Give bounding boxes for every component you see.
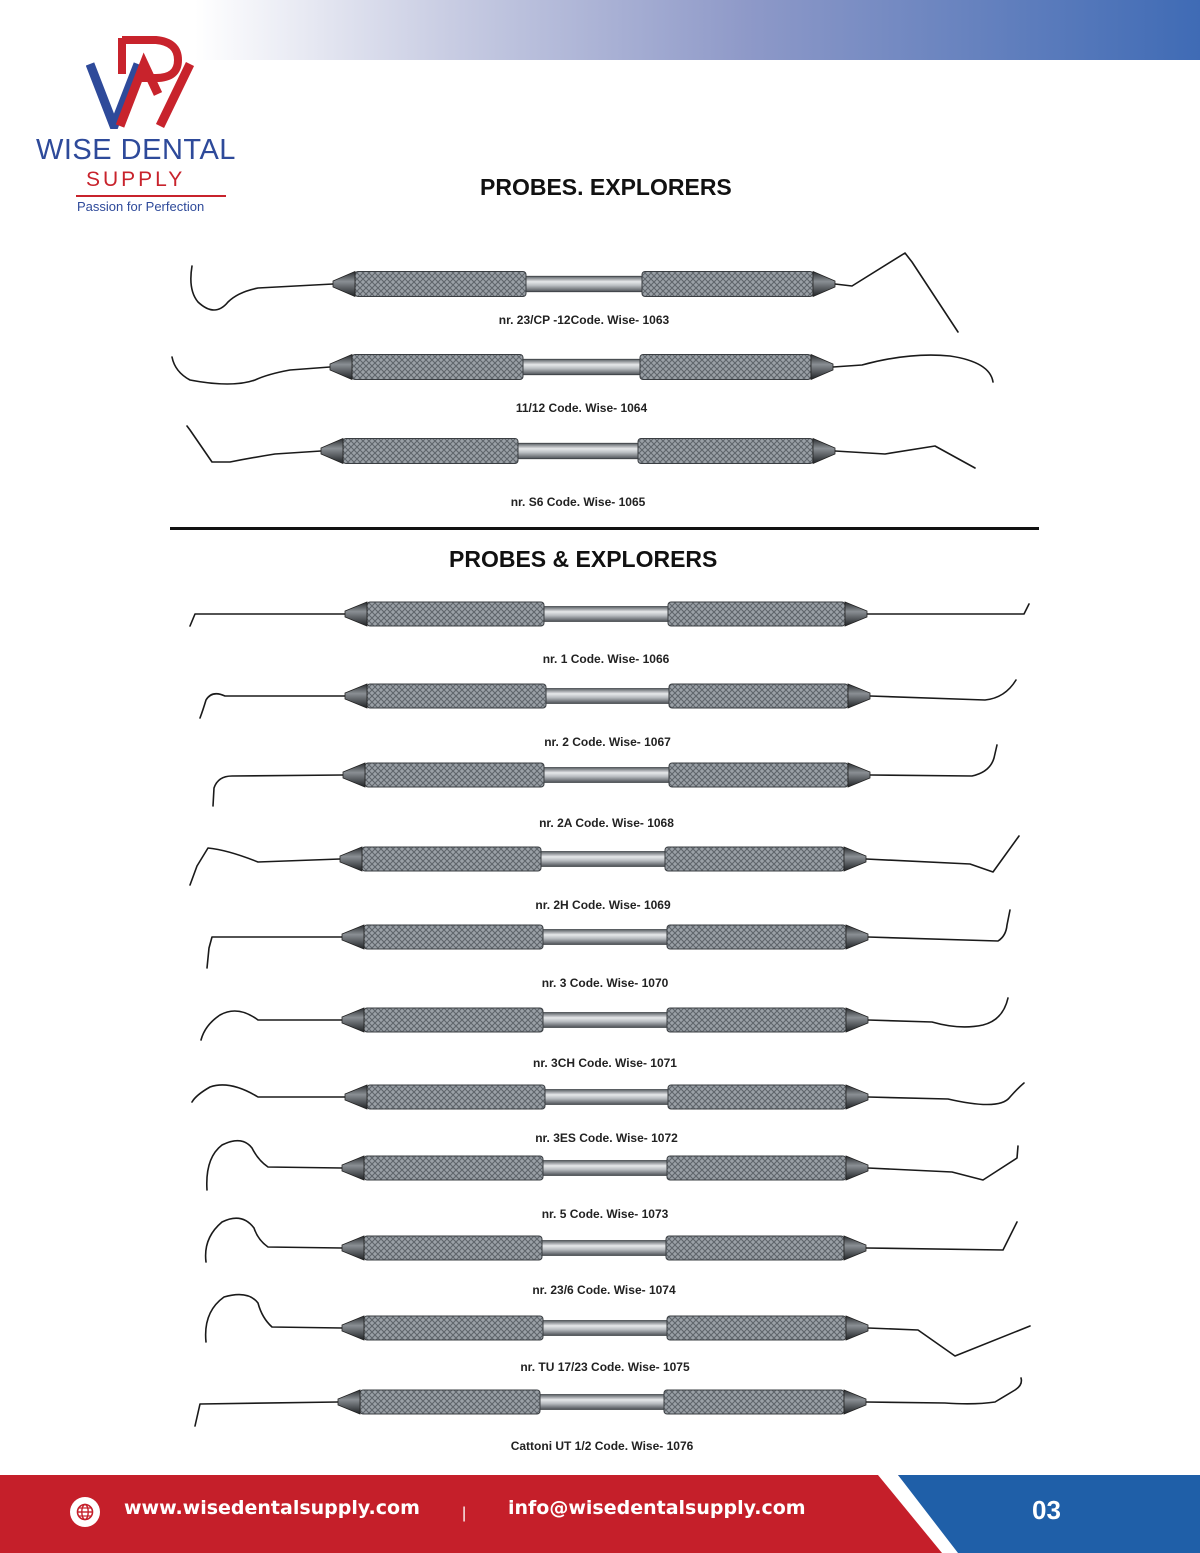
- knurled-grip-left: [367, 1085, 545, 1109]
- working-tip-left: [190, 614, 345, 626]
- knurled-grip-right: [667, 1316, 846, 1340]
- knurled-grip-left: [360, 1390, 540, 1414]
- knurled-grip-right: [667, 1008, 846, 1032]
- working-tip-left: [172, 357, 330, 384]
- product-caption: nr. 5 Code. Wise- 1073: [541, 1207, 669, 1221]
- end-cap-left: [321, 439, 343, 464]
- instrument-6: [213, 745, 997, 806]
- brand-name: WISE DENTAL: [36, 134, 236, 166]
- end-cap-left: [342, 1156, 364, 1180]
- knurled-grip-right: [665, 847, 844, 871]
- knurled-grip-right: [667, 925, 846, 949]
- knurled-grip-left: [364, 1316, 543, 1340]
- instrument-1: [191, 253, 958, 332]
- end-cap-right: [844, 847, 866, 871]
- end-cap-left: [333, 272, 355, 297]
- working-tip-left: [207, 1141, 342, 1190]
- end-cap-left: [342, 1236, 364, 1260]
- working-tip-right: [833, 355, 993, 382]
- instrument-10: [192, 1083, 1024, 1109]
- end-cap-right: [813, 272, 835, 297]
- knurled-grip-left: [362, 847, 541, 871]
- knurled-grip-right: [638, 439, 813, 464]
- product-caption: nr. 2 Code. Wise- 1067: [544, 735, 671, 749]
- brand-subname: SUPPLY: [86, 168, 186, 191]
- knurled-grip-right: [666, 1236, 844, 1260]
- instrument-13: [206, 1295, 1030, 1356]
- end-cap-right: [811, 355, 833, 380]
- working-tip-left: [191, 266, 333, 310]
- knurled-grip-left: [365, 763, 544, 787]
- end-cap-right: [844, 1236, 866, 1260]
- instrument-11: [207, 1141, 1018, 1190]
- product-caption: nr. 3CH Code. Wise- 1071: [533, 1056, 677, 1070]
- product-caption: nr. 3ES Code. Wise- 1072: [535, 1131, 678, 1145]
- product-caption: nr. 23/CP -12Code. Wise- 1063: [498, 313, 670, 327]
- product-caption: Cattoni UT 1/2 Code. Wise- 1076: [510, 1439, 694, 1453]
- end-cap-left: [338, 1390, 360, 1414]
- instrument-14: [195, 1378, 1021, 1426]
- end-cap-left: [343, 763, 365, 787]
- knurled-grip-left: [343, 439, 518, 464]
- section-title-probes-explorers: PROBES. EXPLORERS: [480, 174, 732, 200]
- working-tip-right: [868, 910, 1010, 941]
- instrument-9: [201, 998, 1008, 1040]
- working-tip-right: [866, 1222, 1017, 1250]
- knurled-grip-right: [640, 355, 811, 380]
- knurled-grip-left: [364, 925, 543, 949]
- knurled-grip-left: [364, 1008, 543, 1032]
- instrument-4: [190, 602, 1029, 626]
- end-cap-left: [340, 847, 362, 871]
- email-link[interactable]: info@wisedentalsupply.com: [508, 1497, 806, 1519]
- knurled-grip-right: [642, 272, 813, 297]
- knurled-grip-left: [367, 602, 544, 626]
- globe-icon: [70, 1497, 100, 1527]
- end-cap-left: [345, 602, 367, 626]
- end-cap-left: [330, 355, 352, 380]
- end-cap-right: [846, 925, 868, 949]
- knurled-grip-left: [352, 355, 523, 380]
- end-cap-left: [342, 925, 364, 949]
- product-caption: nr. 23/6 Code. Wise- 1074: [532, 1283, 676, 1297]
- knurled-grip-right: [664, 1390, 844, 1414]
- working-tip-right: [870, 745, 997, 776]
- instrument-12: [206, 1218, 1017, 1262]
- footer-separator: |: [462, 1505, 467, 1522]
- end-cap-right: [846, 1316, 868, 1340]
- working-tip-left: [201, 1011, 342, 1040]
- working-tip-left: [206, 1295, 342, 1342]
- knurled-grip-right: [669, 684, 848, 708]
- brand-tagline: Passion for Perfection: [77, 199, 205, 214]
- end-cap-right: [844, 1390, 866, 1414]
- working-tip-right: [868, 1083, 1024, 1105]
- working-tip-left: [200, 694, 345, 718]
- instrument-5: [200, 680, 1016, 718]
- page-number: 03: [1032, 1495, 1061, 1525]
- working-tip-left: [195, 1402, 338, 1426]
- knurled-grip-right: [669, 763, 848, 787]
- knurled-grip-left: [364, 1156, 543, 1180]
- knurled-grip-right: [668, 1085, 846, 1109]
- knurled-grip-right: [667, 1156, 846, 1180]
- working-tip-right: [870, 680, 1016, 700]
- working-tip-right: [835, 253, 958, 332]
- section-title-probes-and-explorers: PROBES & EXPLORERS: [449, 546, 718, 572]
- end-cap-right: [813, 439, 835, 464]
- end-cap-right: [848, 763, 870, 787]
- end-cap-left: [345, 684, 367, 708]
- instrument-7: [190, 836, 1019, 885]
- instrument-2: [172, 355, 993, 385]
- working-tip-right: [868, 1146, 1018, 1180]
- working-tip-left: [187, 426, 321, 462]
- knurled-grip-right: [668, 602, 845, 626]
- working-tip-left: [192, 1085, 345, 1102]
- working-tip-right: [866, 836, 1019, 872]
- website-link[interactable]: www.wisedentalsupply.com: [124, 1497, 420, 1519]
- working-tip-right: [868, 998, 1008, 1027]
- product-caption: nr. 3 Code. Wise- 1070: [541, 976, 669, 990]
- working-tip-right: [867, 604, 1029, 614]
- end-cap-right: [846, 1008, 868, 1032]
- product-caption: nr. S6 Code. Wise- 1065: [510, 495, 646, 509]
- knurled-grip-left: [367, 684, 546, 708]
- end-cap-left: [345, 1085, 367, 1109]
- product-caption: nr. 2H Code. Wise- 1069: [535, 898, 671, 912]
- working-tip-left: [190, 848, 340, 885]
- working-tip-left: [207, 937, 342, 968]
- working-tip-right: [866, 1378, 1021, 1404]
- knurled-grip-left: [364, 1236, 542, 1260]
- product-caption: nr. TU 17/23 Code. Wise- 1075: [520, 1360, 690, 1374]
- end-cap-right: [848, 684, 870, 708]
- end-cap-left: [342, 1008, 364, 1032]
- knurled-grip-left: [355, 272, 526, 297]
- end-cap-right: [846, 1156, 868, 1180]
- working-tip-right: [835, 446, 975, 468]
- working-tip-left: [206, 1218, 342, 1262]
- end-cap-left: [342, 1316, 364, 1340]
- product-caption: 11/12 Code. Wise- 1064: [515, 401, 648, 415]
- end-cap-right: [846, 1085, 868, 1109]
- end-cap-right: [845, 602, 867, 626]
- instrument-3: [187, 426, 975, 468]
- working-tip-right: [868, 1326, 1030, 1356]
- product-caption: nr. 1 Code. Wise- 1066: [542, 652, 670, 666]
- footer-bar: [0, 1475, 1200, 1553]
- instrument-8: [207, 910, 1010, 968]
- working-tip-left: [213, 775, 343, 806]
- product-caption: nr. 2A Code. Wise- 1068: [539, 816, 674, 830]
